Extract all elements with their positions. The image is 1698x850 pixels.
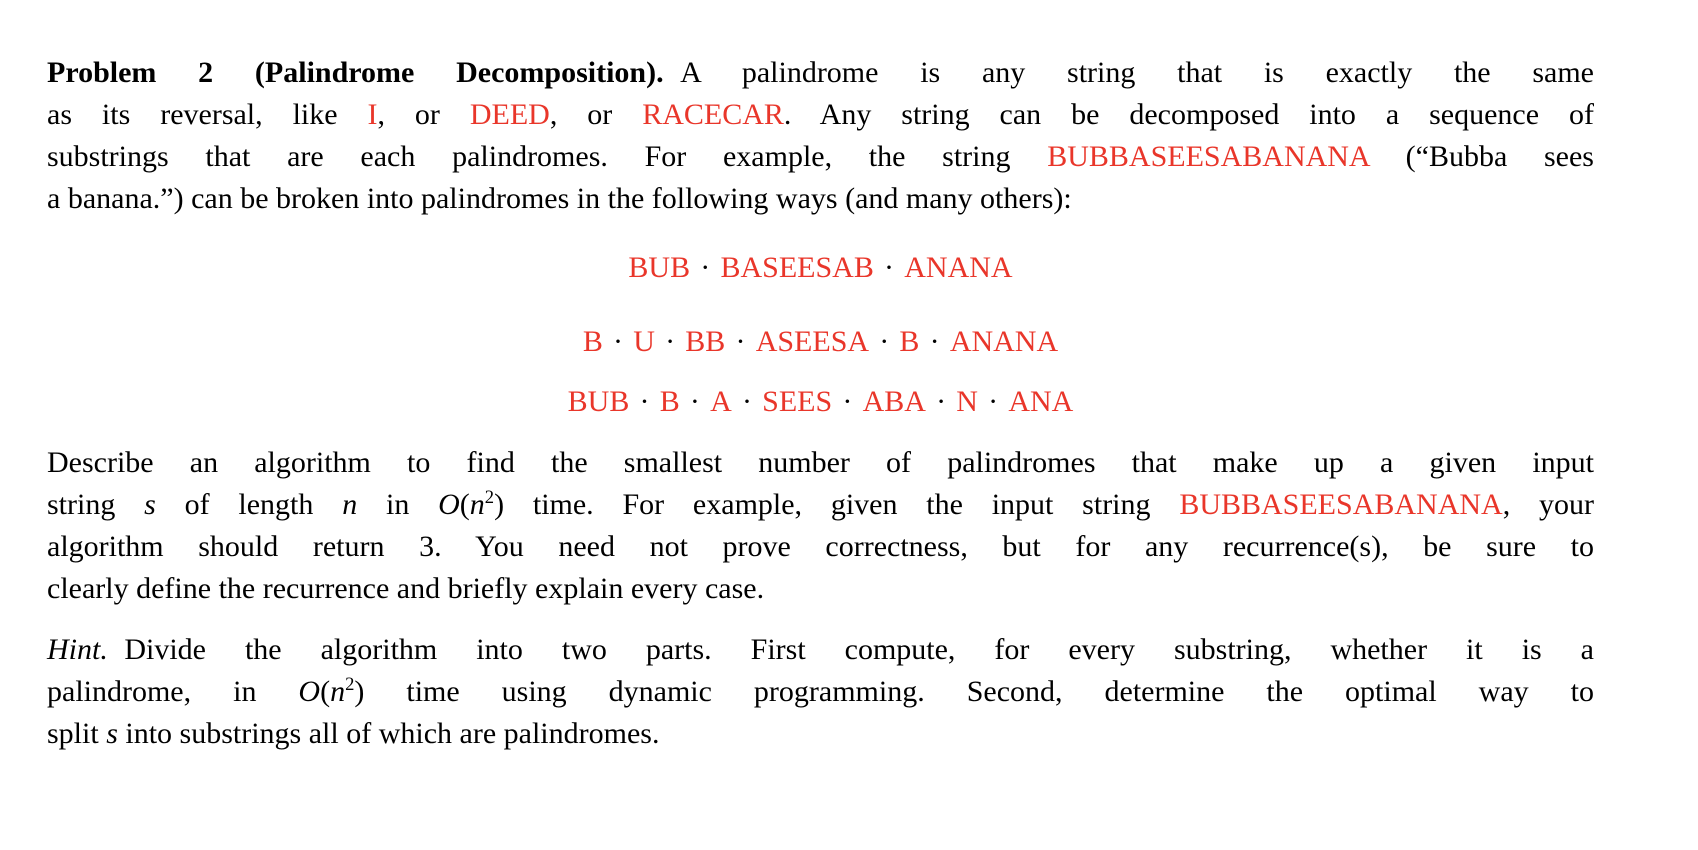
- text-line: [47, 484, 1594, 526]
- palindrome-word: ABA: [862, 385, 926, 418]
- text-run: in: [357, 488, 439, 521]
- dot-separator: ·: [988, 385, 999, 418]
- exponent: 2: [484, 487, 495, 508]
- decomposition-line-2: [47, 321, 1594, 363]
- palindrome-word: BUB: [628, 251, 691, 284]
- text-run: Describe an algorithm to find the smallest number of palindromes that make up a given input: [47, 446, 1594, 479]
- text-run: clearly define the recurrence and briefly explain every case.: [47, 572, 765, 605]
- hint-paragraph: [47, 629, 1594, 755]
- palindrome-word: N: [956, 385, 978, 418]
- text-line: [47, 136, 1594, 178]
- dot-separator: ·: [735, 325, 746, 358]
- text-run: into substrings all of which are palindromes.: [117, 717, 660, 750]
- math-var: O: [438, 488, 460, 521]
- text-run: string: [47, 488, 145, 521]
- text-run: A palindrome is any string that is exactly the same: [680, 56, 1594, 89]
- text-line: [47, 713, 1594, 755]
- text-line: [47, 671, 1594, 713]
- palindrome-term: DEED: [469, 98, 550, 131]
- palindrome-word: U: [633, 325, 655, 358]
- text-line: [47, 629, 1594, 671]
- math-var: n: [330, 675, 346, 708]
- dot-separator: ·: [689, 385, 700, 418]
- dot-separator: ·: [929, 325, 940, 358]
- palindrome-term: RACECAR: [642, 98, 784, 131]
- problem-statement-paragraph: [47, 52, 1594, 220]
- palindrome-word: BASEESAB: [720, 251, 874, 284]
- dot-separator: ·: [613, 325, 624, 358]
- palindrome-word: B: [582, 325, 603, 358]
- dot-separator: ·: [639, 385, 650, 418]
- dot-separator: ·: [741, 385, 752, 418]
- text-line: [47, 526, 1594, 568]
- dot-separator: ·: [884, 251, 895, 284]
- dot-separator: ·: [879, 325, 890, 358]
- text-run: substrings that are each palindromes. For example, the string: [47, 140, 1048, 173]
- task-paragraph: [47, 442, 1594, 610]
- decomposition-line-3: [47, 381, 1594, 423]
- text-run: palindrome, in: [47, 675, 299, 708]
- text-column: [47, 52, 1594, 755]
- problem-heading: Problem 2 (Palindrome Decomposition).: [47, 56, 664, 89]
- text-line: [47, 52, 1594, 94]
- text-run: , or: [377, 98, 470, 131]
- text-run: ) time. For example, given the input string: [494, 488, 1180, 521]
- palindrome-word: A: [710, 385, 732, 418]
- decomposition-line-1: [47, 247, 1594, 289]
- hint-label: Hint.: [47, 633, 108, 666]
- palindrome-term: BUBBASEESABANANA: [1047, 140, 1369, 173]
- palindrome-word: B: [899, 325, 920, 358]
- palindrome-word: BB: [685, 325, 726, 358]
- text-run: , your: [1502, 488, 1594, 521]
- text-run: . Any string can be decomposed into a sequence of: [783, 98, 1594, 131]
- math-var: O: [298, 675, 321, 708]
- text-line: [47, 568, 1594, 610]
- text-line: [47, 442, 1594, 484]
- text-line: [47, 94, 1594, 136]
- text-line: [47, 178, 1594, 220]
- text-run: Divide the algorithm into two parts. First compute, for every substring, whether it is a: [124, 633, 1594, 666]
- palindrome-word: ASEESA: [755, 325, 870, 358]
- palindrome-word: ANANA: [949, 325, 1059, 358]
- text-run: a banana.”) can be broken into palindromes in the following ways (and many others):: [47, 182, 1072, 215]
- dot-separator: ·: [700, 251, 711, 284]
- text-run: algorithm should return 3. You need not prove correctness, but for any recurrence(s), be sure to: [47, 530, 1594, 563]
- text-run: , or: [549, 98, 643, 131]
- text-run: (“Bubba sees: [1368, 140, 1594, 173]
- math-var: s: [106, 717, 118, 750]
- text-run: (: [320, 675, 331, 708]
- dot-separator: ·: [842, 385, 853, 418]
- palindrome-term: I: [367, 98, 378, 131]
- math-var: n: [342, 488, 358, 521]
- text-run: (: [459, 488, 470, 521]
- text-run: as its reversal, like: [47, 98, 368, 131]
- text-run: split: [47, 717, 107, 750]
- palindrome-word: BUB: [567, 385, 630, 418]
- palindrome-word: B: [659, 385, 680, 418]
- palindrome-term: BUBBASEESABANANA: [1179, 488, 1503, 521]
- math-var: s: [144, 488, 156, 521]
- exponent: 2: [345, 674, 355, 695]
- dot-separator: ·: [665, 325, 676, 358]
- palindrome-word: ANANA: [904, 251, 1013, 284]
- text-run: ) time using dynamic programming. Second, determine the optimal way to: [354, 675, 1594, 708]
- text-run: of length: [155, 488, 343, 521]
- palindrome-word: ANA: [1008, 385, 1074, 418]
- dot-separator: ·: [936, 385, 947, 418]
- math-var: n: [469, 488, 485, 521]
- palindrome-word: SEES: [762, 385, 833, 418]
